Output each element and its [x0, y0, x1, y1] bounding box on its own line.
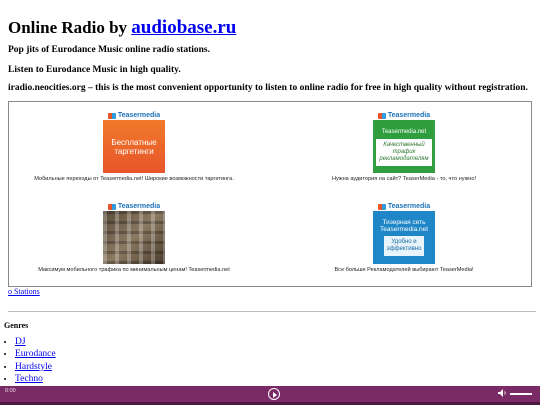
teasermedia-logo-icon: [108, 113, 116, 119]
ad-caption[interactable]: Все больше Рекламодателей выбирают TeaserMedia!: [334, 267, 474, 273]
title-prefix: Online Radio by: [8, 18, 132, 37]
ad-caption[interactable]: Мобильные переходы от Teasermedia.net! Широкие возможности таргетинга.: [34, 176, 234, 182]
genre-link-techno[interactable]: Techno: [15, 373, 43, 384]
volume-slider[interactable]: [510, 393, 532, 395]
list-item: [15, 373, 56, 385]
teasermedia-logo: Teasermedia: [9, 111, 259, 120]
intro-line-3: iradio.neocities.org – this is the most convenient opportunity to listen to online radio for free in high quality without registration.: [8, 83, 528, 93]
ad-item[interactable]: [279, 111, 529, 182]
list-item: [15, 361, 56, 373]
ad-caption[interactable]: Максимум мобильного трафика по минимальным ценам! Teasermedia.net: [38, 267, 230, 273]
teasermedia-logo: Teasermedia: [279, 111, 529, 120]
ad-block: [8, 101, 532, 287]
teasermedia-logo-icon: [378, 204, 386, 210]
genres-heading: Genres: [4, 321, 29, 330]
ad-item[interactable]: [279, 202, 529, 273]
genre-link-hardstyle[interactable]: Hardstyle: [15, 361, 52, 372]
intro-line-1: Pop jits of Eurodance Music online radio stations.: [8, 45, 210, 55]
teasermedia-logo: Teasermedia: [9, 202, 259, 211]
teasermedia-logo-icon: [108, 204, 116, 210]
ad-caption[interactable]: Нужна аудитория на сайт? TeaserMedia - то, что нужно!: [331, 176, 477, 182]
list-item: [15, 348, 56, 360]
ad-image-title: Тизерная сеть Teasermedia.net: [379, 219, 429, 233]
stations-link[interactable]: o Stations: [8, 287, 40, 296]
ad-image[interactable]: [103, 211, 165, 264]
list-item: [15, 336, 56, 348]
teasermedia-logo: Teasermedia: [279, 202, 529, 211]
ad-image[interactable]: [103, 120, 165, 173]
audiobase-link[interactable]: audiobase.ru: [131, 17, 237, 38]
ad-image[interactable]: [373, 211, 435, 264]
page-title: [8, 17, 236, 39]
teasermedia-logo-icon: [378, 113, 386, 119]
genre-link-eurodance[interactable]: Eurodance: [15, 349, 56, 360]
volume-icon[interactable]: [498, 389, 508, 397]
player-time: 0:00: [5, 388, 16, 394]
ad-item[interactable]: [9, 202, 259, 273]
ad-item[interactable]: [9, 111, 259, 182]
genres-list: [0, 336, 56, 385]
ad-image-text: Удобно и эффективно: [384, 236, 424, 256]
genre-link-dj[interactable]: DJ: [15, 337, 26, 347]
intro-line-2: Listen to Eurodance Music in high quality.: [8, 65, 181, 75]
ad-image[interactable]: [373, 120, 435, 173]
divider: [8, 311, 536, 312]
ad-image-title: Teasermedia.net: [381, 128, 427, 135]
ad-image-text: Бесплатные таргетинги: [111, 137, 157, 156]
ad-image-text: Качественный трафик рекламодателям: [376, 139, 432, 166]
audio-player: [0, 386, 540, 405]
play-icon[interactable]: [268, 388, 280, 400]
